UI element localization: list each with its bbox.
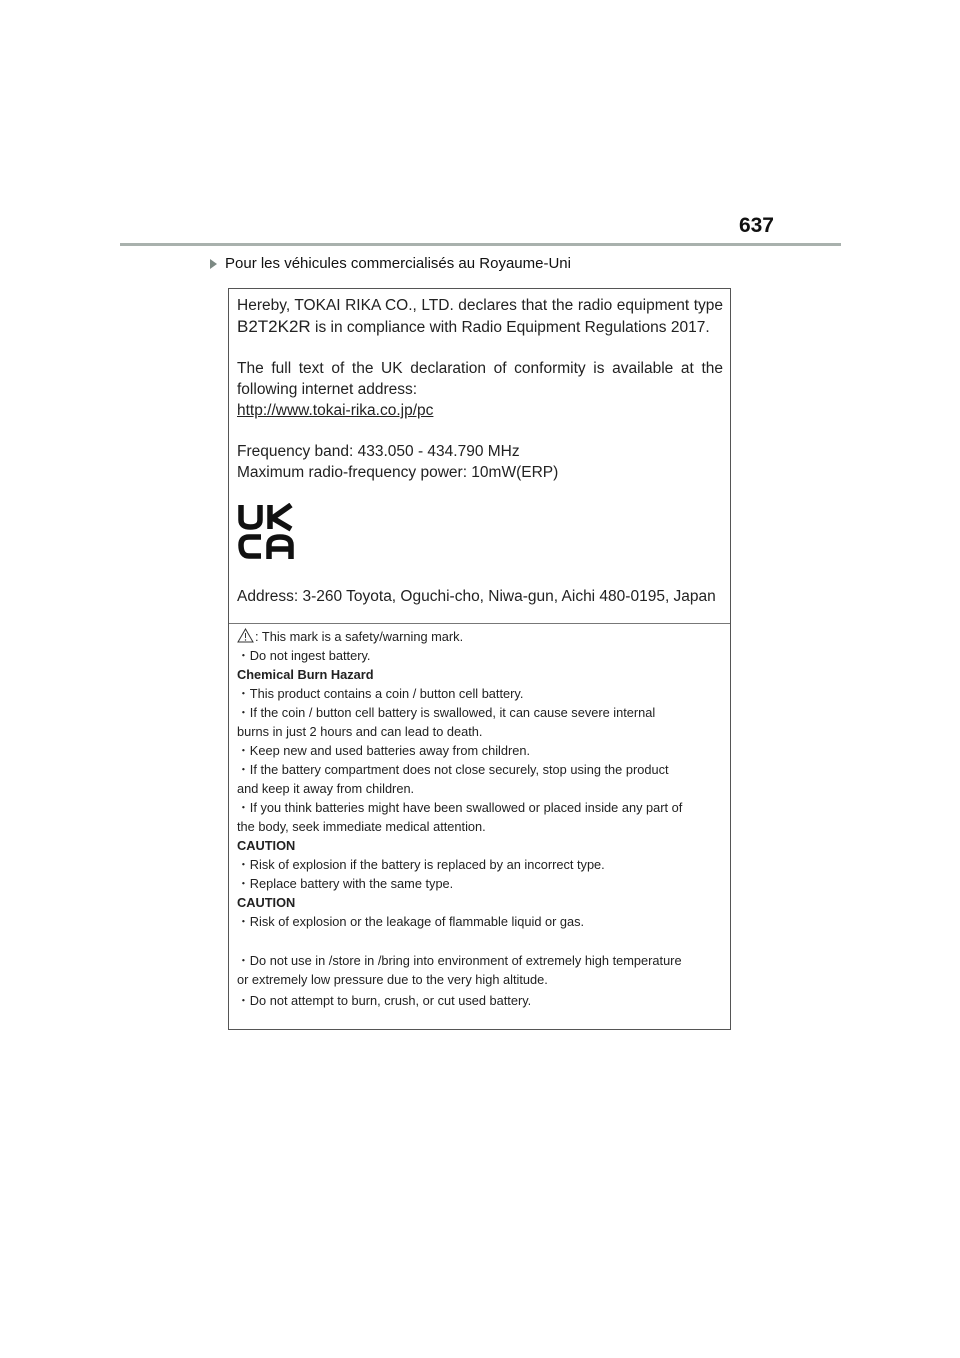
max-power: Maximum radio-frequency power: 10mW(ERP) xyxy=(237,464,559,481)
model-number: B2T2K2R xyxy=(237,317,311,336)
page-number: 637 xyxy=(738,214,774,237)
warning-line: ・Keep new and used batteries away from children. xyxy=(237,743,531,758)
warning-line: ・Risk of explosion if the battery is replaced by an incorrect type. xyxy=(237,857,605,872)
ukca-mark-icon xyxy=(237,503,295,561)
warning-line-continued: or extremely low pressure due to the very high altitude. xyxy=(237,972,548,987)
compliance-text: is in compliance with Radio Equipment Regulations 2017. xyxy=(310,319,710,336)
warning-line: ・This product contains a coin / button cell battery. xyxy=(237,686,524,701)
full-text-line-2: following internet address: xyxy=(237,381,418,398)
caution-heading: CAUTION xyxy=(237,895,296,910)
declaration-line-2 xyxy=(237,316,723,338)
section-heading-text: Pour les véhicules commercialisés au Royaume-Uni xyxy=(225,255,571,272)
triangle-arrow-icon xyxy=(210,259,217,269)
warning-triangle-icon xyxy=(237,628,254,643)
declaration-box xyxy=(228,288,731,1030)
warning-line: ・Risk of explosion or the leakage of flammable liquid or gas. xyxy=(237,914,585,929)
warning-line-continued: and keep it away from children. xyxy=(237,781,415,796)
warning-line: ・Replace battery with the same type. xyxy=(237,876,454,891)
full-text-line-1: The full text of the UK declaration of conformity is available at the xyxy=(237,360,723,377)
warning-heading: Chemical Burn Hazard xyxy=(237,667,374,682)
warning-line-continued: burns in just 2 hours and can lead to death. xyxy=(237,724,483,739)
manufacturer-address: Address: 3-260 Toyota, Oguchi-cho, Niwa-gun, Aichi 480-0195, Japan xyxy=(237,588,716,605)
warning-line: ・Do not attempt to burn, crush, or cut used battery. xyxy=(237,993,532,1008)
header-rule xyxy=(120,243,841,246)
warning-mark-note xyxy=(237,628,727,645)
declaration-section xyxy=(229,289,730,624)
declaration-line-1: Hereby, TOKAI RIKA CO., LTD. declares that the radio equipment type xyxy=(237,297,723,314)
frequency-band: Frequency band: 433.050 - 434.790 MHz xyxy=(237,443,520,460)
warning-mark-text: : This mark is a safety/warning mark. xyxy=(255,629,464,644)
declaration-url-link[interactable]: http://www.tokai-rika.co.jp/pc xyxy=(237,402,434,419)
section-heading xyxy=(210,255,571,272)
warning-line: ・If you think batteries might have been swallowed or placed inside any part of xyxy=(237,800,683,815)
warning-line: ・Do not use in /store in /bring into environment of extremely high temperature xyxy=(237,953,682,968)
warning-line-continued: the body, seek immediate medical attention. xyxy=(237,819,486,834)
warning-line: ・If the coin / button cell battery is swallowed, it can cause severe internal xyxy=(237,705,656,720)
warning-line: ・Do not ingest battery. xyxy=(237,648,371,663)
warning-line: ・If the battery compartment does not close securely, stop using the product xyxy=(237,762,669,777)
caution-heading: CAUTION xyxy=(237,838,296,853)
declaration-url-row xyxy=(237,400,723,421)
